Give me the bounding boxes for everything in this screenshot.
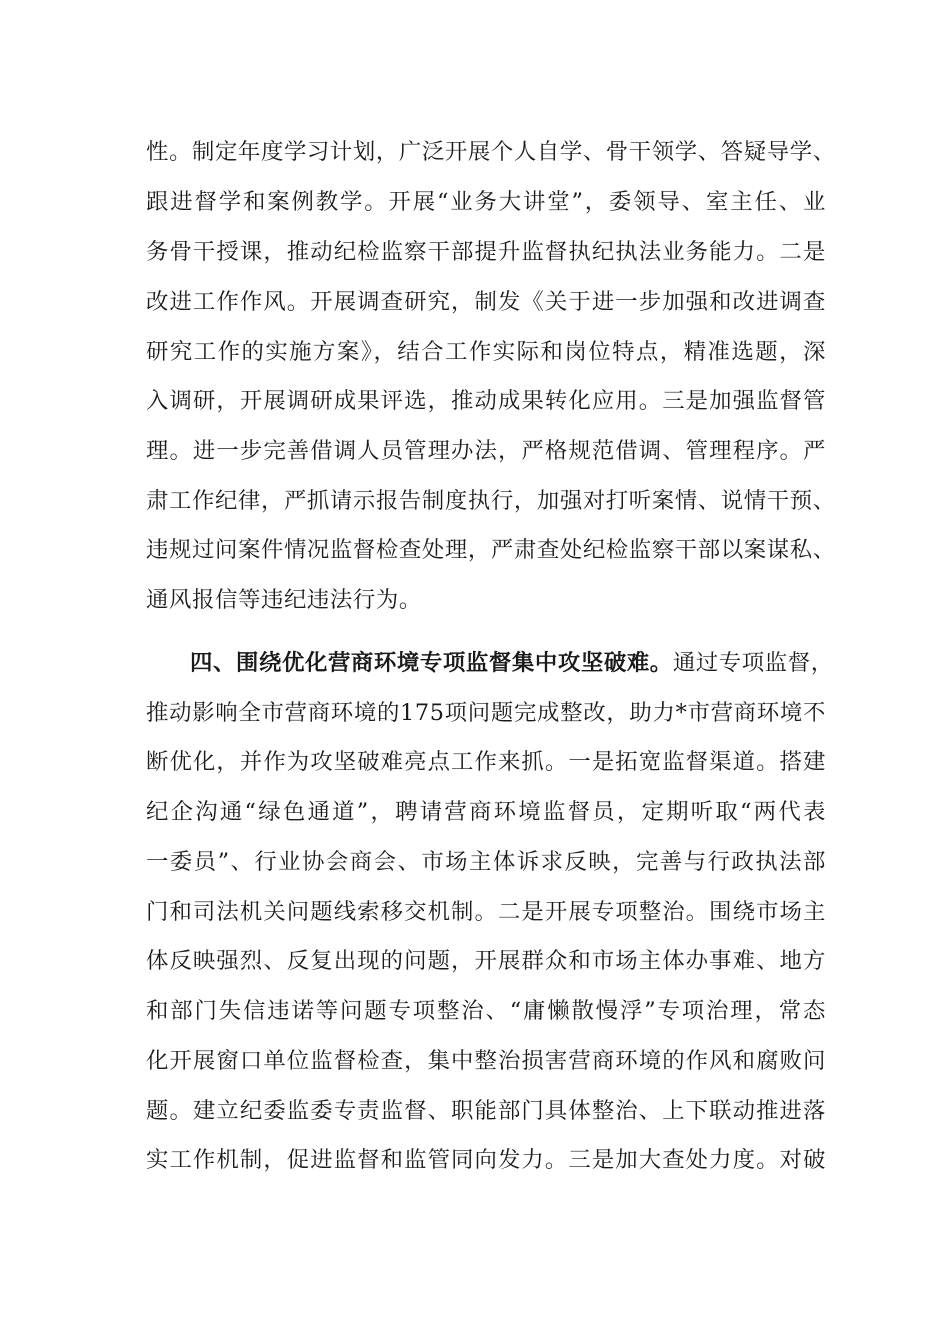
text-line: 断优化，并作为攻坚破难亮点工作来抓。一是拓宽监督渠道。搭建 (146, 749, 826, 775)
text-line: 研究工作的实施方案》，结合工作实际和岗位特点，精准选题，深 (146, 339, 826, 365)
text-line: 跟进督学和案例教学。开展“业务大讲堂”，委领导、室主任、业 (146, 189, 826, 215)
text-line: 肃工作纪律，严抓请示报告制度执行，加强对打听案情、说情干预、 (146, 488, 836, 514)
text-line: 体反映强烈、反复出现的问题，开展群众和市场主体办事难、地方 (146, 948, 826, 974)
text-line: 违规过问案件情况监督检查处理，严肃查处纪检监察干部以案谋私、 (146, 537, 836, 563)
text-line: 一委员”、行业协会商会、市场主体诉求反映，完善与行政执法部 (146, 849, 826, 875)
text-line: 实工作机制，促进监督和监管同向发力。三是加大查处力度。对破 (146, 1147, 826, 1173)
paragraph-heading-line (190, 648, 834, 678)
text-line: 和部门失信违诺等问题专项整治、“庸懒散慢浮”专项治理，常态 (146, 998, 826, 1024)
text-line: 改进工作作风。开展调查研究，制发《关于进一步加强和改进调查 (146, 289, 826, 315)
text-line: 纪企沟通“绿色通道”，聘请营商环境监督员，定期听取“两代表 (146, 799, 826, 825)
text-line: 性。制定年度学习计划，广泛开展个人自学、骨干领学、答疑导学、 (146, 139, 836, 165)
text-line: 理。进一步完善借调人员管理办法，严格规范借调、管理程序。严 (146, 438, 826, 464)
text-line: 推动影响全市营商环境的175项问题完成整改，助力*市营商环境不 (146, 700, 826, 726)
heading-line-continuation: 通过专项监督， (672, 650, 834, 676)
text-line: 门和司法机关问题线索移交机制。二是开展专项整治。围绕市场主 (146, 899, 826, 925)
text-line: 化开展窗口单位监督检查，集中整治损害营商环境的作风和腐败问 (146, 1048, 826, 1074)
text-line: 题。建立纪委监委专责监督、职能部门具体整治、上下联动推进落 (146, 1098, 826, 1124)
text-line: 入调研，开展调研成果评选，推动成果转化应用。三是加强监督管 (146, 388, 826, 414)
text-line: 务骨干授课，推动纪检监察干部提升监督执纪执法业务能力。二是 (146, 239, 826, 265)
section-heading: 四、围绕优化营商环境专项监督集中攻坚破难。 (190, 650, 673, 676)
text-line: 通风报信等违纪违法行为。 (146, 587, 422, 613)
